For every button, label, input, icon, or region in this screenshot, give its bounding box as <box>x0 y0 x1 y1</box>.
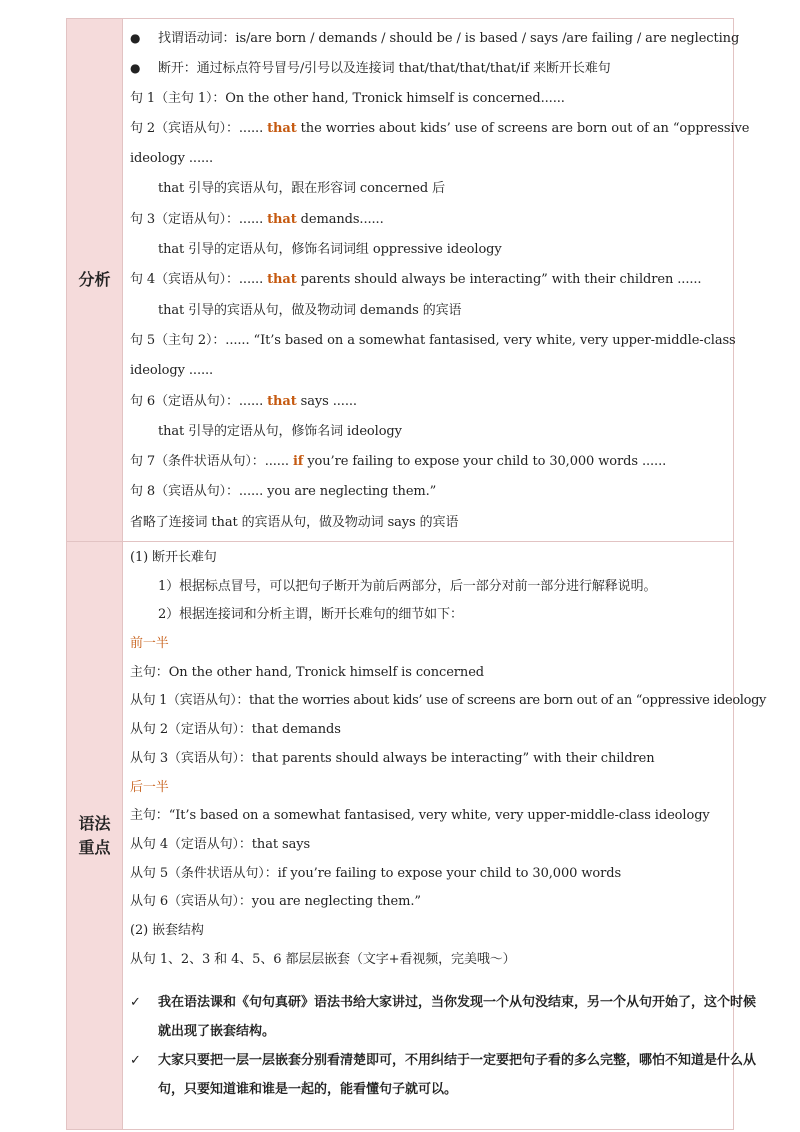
analysis-label-cell <box>67 19 123 541</box>
spacer <box>130 974 766 988</box>
clause-3: 从句 3（宾语从句）：that parents should always be interacting” with their children <box>130 750 655 766</box>
sentence-4-note: that 引导的宾语从句，做及物动词 demands 的宾语 <box>158 302 462 318</box>
analysis-label: 分析 <box>78 270 111 289</box>
second-half-heading: 后一半 <box>130 779 169 795</box>
grammar-label-cell <box>67 542 123 1129</box>
main-clause-2: 主句：“It’s based on a somewhat fantasised, very white, very upper-middle-class ideology <box>130 808 710 824</box>
section-heading: (2) 嵌套结构 <box>130 922 204 938</box>
section-heading: (1) 断开长难句 <box>130 550 217 565</box>
connector-keyword: if <box>292 454 304 470</box>
sentence-6-note: that 引导的定语从句，修饰名词 ideology <box>158 423 402 439</box>
check-icon: ✓ <box>130 1053 141 1069</box>
connector-keyword: that <box>267 393 297 409</box>
sentence-2-note: that 引导的宾语从句，跟在形容词 concerned 后 <box>158 181 446 197</box>
bullet-icon: ● <box>130 61 141 76</box>
clause-5: 从句 5（条件状语从句）：if you’re failing to expose your child to 30,000 words <box>130 865 622 881</box>
grammar-label: 语法重点 <box>78 813 111 857</box>
sentence-8: 句 8（宾语从句）：...... you are neglecting them.” <box>130 484 437 500</box>
sentence-2-continued: ideology ...... <box>130 151 214 167</box>
check-item: ✓ 我在语法课和《句句真研》语法书给大家讲过，当你发现一个从句没结束，另一个从句开始了，这个时候就出现了嵌套结构。 <box>130 988 766 1046</box>
sentence-7: 句 7（条件状语从句）：...... if you’re failing to expose your child to 30,000 words ...... <box>130 454 667 470</box>
clause-2: 从句 2（定语从句）：that demands <box>130 722 341 738</box>
bullet-item: ● 找谓语动词：is/are born / demands / should be / is based / says /are failing / are neglecting <box>130 23 749 53</box>
check-item: ✓ 大家只要把一层一层嵌套分别看清楚即可，不用纠结于一定要把句子看的多么完整，哪怕不知道是什么从句，只要知道谁和谁是一起的，能看懂句子就可以。 <box>130 1046 766 1104</box>
bullet-icon: ● <box>130 31 141 45</box>
step-1: 1）根据标点冒号，可以把句子断开为前后两部分，后一部分对前一部分进行解释说明。 <box>158 578 657 594</box>
first-half-heading: 前一半 <box>130 636 169 652</box>
main-clause-1: 主句：On the other hand, Tronick himself is concerned <box>130 664 485 680</box>
analysis-content <box>123 19 749 541</box>
sentence-3: 句 3（定语从句）：...... that demands...... <box>130 211 384 227</box>
sentence-6: 句 6（定语从句）：...... that says ...... <box>130 393 357 409</box>
clause-4: 从句 4（定语从句）：that says <box>130 836 311 852</box>
clause-1: 从句 1（宾语从句）：that the worries about kids’ use of screens are born out of an “oppressive ideology <box>130 693 767 709</box>
connector-keyword: that <box>267 272 297 288</box>
sentence-5-continued: ideology ...... <box>130 363 214 379</box>
connector-keyword: that <box>267 211 297 227</box>
grammar-content <box>123 542 766 1129</box>
connector-keyword: that <box>267 120 297 136</box>
sentence-5: 句 5（主句 2）：...... “It’s based on a somewhat fantasised, very white, very upper-middle-class <box>130 332 736 348</box>
sentence-1: 句 1（主句 1）：On the other hand, Tronick himself is concerned...... <box>130 90 565 106</box>
nesting-note: 从句 1、2、3 和 4、5、6 都层层嵌套（文字+看视频，完美哦～） <box>130 951 516 967</box>
analysis-table <box>66 18 767 1130</box>
grammar-row <box>67 542 767 1129</box>
bullet-item: ● 断开：通过标点符号冒号/引号以及连接词 that/that/that/that/if 来断开长难句 <box>130 53 749 83</box>
sentence-8-note: 省略了连接词 that 的宾语从句，做及物动词 says 的宾语 <box>130 514 459 530</box>
sentence-2: 句 2（宾语从句）：...... that the worries about kids’ use of screens are born out of an “oppressive <box>130 120 750 136</box>
step-2: 2）根据连接词和分析主谓，断开长难句的细节如下： <box>158 607 463 623</box>
sentence-3-note: that 引导的定语从句，修饰名词词组 oppressive ideology <box>158 242 502 258</box>
clause-6: 从句 6（宾语从句）：you are neglecting them.” <box>130 894 421 910</box>
analysis-row <box>67 19 750 542</box>
sentence-4: 句 4（宾语从句）：...... that parents should always be interacting” with their children ...... <box>130 272 702 288</box>
check-icon: ✓ <box>130 995 141 1011</box>
